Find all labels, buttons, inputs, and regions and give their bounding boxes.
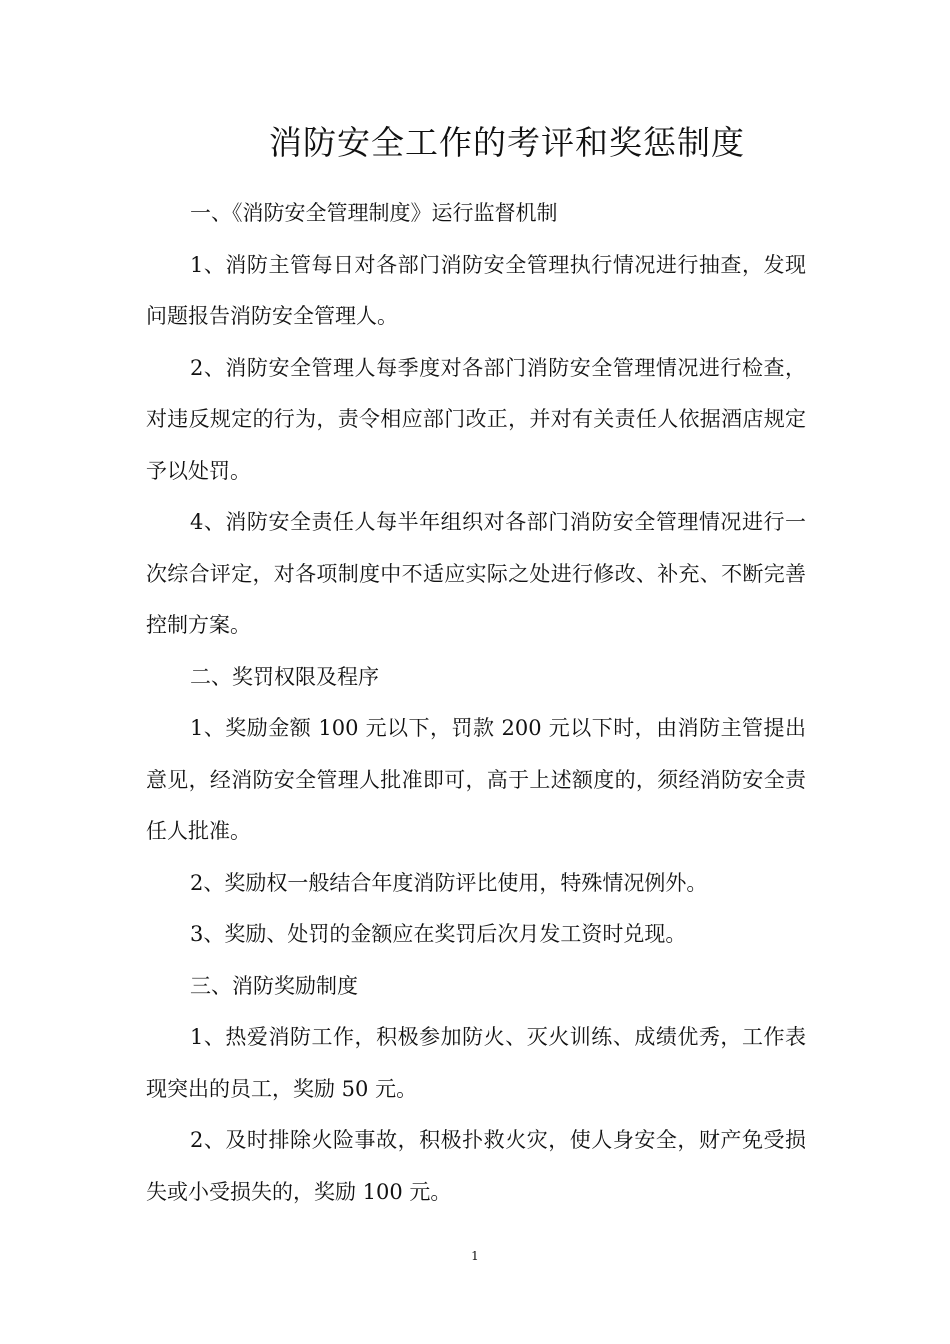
section-heading-3: 三、消防奖励制度 bbox=[190, 973, 358, 998]
paragraph: 3、奖励、处罚的金额应在奖罚后次月发工资时兑现。 bbox=[190, 922, 687, 946]
paragraph: 2、奖励权一般结合年度消防评比使用，特殊情况例外。 bbox=[190, 870, 708, 895]
paragraph: 2、及时排除火险事故，积极扑救火灾，使人身安全，财产免受损失或小受损失的，奖励 100 元。 bbox=[146, 1128, 806, 1204]
paragraph: 2、消防安全管理人每季度对各部门消防安全管理情况进行检查，对违反规定的行为，责令相应部门改正，并对有关责任人依据酒店规定予以处罚。 bbox=[146, 355, 806, 483]
document-title: 消防安全工作的考评和奖惩制度 bbox=[269, 123, 745, 162]
page-number: 1 bbox=[471, 1249, 479, 1263]
paragraph: 1、奖励金额 100 元以下，罚款 200 元以下时，由消防主管提出意见，经消防安全管理人批准即可，高于上述额度的，须经消防安全责任人批准。 bbox=[146, 716, 806, 843]
paragraph: 1、热爱消防工作，积极参加防火、灭火训练、成绩优秀，工作表现突出的员工，奖励 50 元。 bbox=[146, 1025, 806, 1101]
document-body bbox=[146, 188, 806, 1218]
section-heading-2: 二、奖罚权限及程序 bbox=[190, 664, 379, 689]
paragraph: 4、消防安全责任人每半年组织对各部门消防安全管理情况进行一次综合评定，对各项制度中不适应实际之处进行修改、补充、不断完善控制方案。 bbox=[146, 510, 806, 637]
paragraph: 1、消防主管每日对各部门消防安全管理执行情况进行抽查，发现问题报告消防安全管理人。 bbox=[146, 252, 806, 328]
section-heading-1: 一、《消防安全管理制度》运行监督机制 bbox=[190, 201, 558, 225]
